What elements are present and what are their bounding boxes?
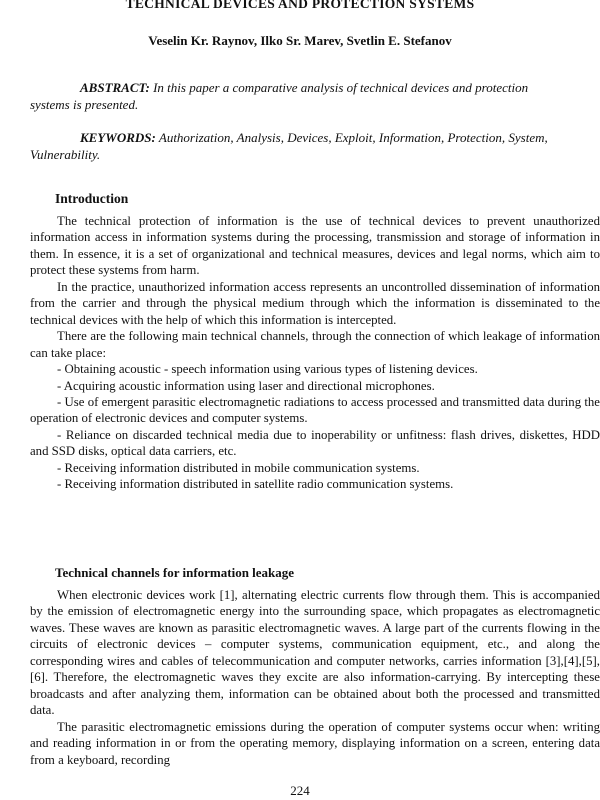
paragraph: In the practice, unauthorized information access represents an uncontrolled dissemination of information from the carrier and through the physical medium through which the information is disseminated to the technical devices with the help of which this information is intercepted. (30, 279, 600, 327)
list-item: - Receiving information distributed in mobile communication systems. (57, 460, 420, 475)
section-heading-introduction: Introduction (55, 191, 129, 206)
abstract (30, 79, 570, 113)
list-item: - Reliance on discarded technical media due to inoperability or unfitness: flash drives, diskettes, HDD and SSD disks, optical data carriers, etc. (30, 427, 600, 459)
section-heading-channels: Technical channels for information leakage (55, 565, 295, 580)
paragraph: When electronic devices work [1], alternating electric currents flow through them. This is accompanied by the emission of electromagnetic energy into the surrounding space, which propagates as electromagnetic waves. These waves are known as parasitic electromagnetic waves. A large part of the currents flowing in the circuits of electronic devices – computer systems, communication equipment, etc., and along the corresponding wires and cables of telecommunication and computer networks, carries information [3],[4],[5],[6]. Therefore, the electromagnetic waves they excite are also information-carrying. By intercepting these broadcasts and after analyzing them, information can be obtained about both the processed and transmitted data. (30, 588, 600, 718)
paragraph: There are the following main technical channels, through the connection of which leakage of information can take place: (30, 329, 600, 360)
paragraph: The technical protection of information is the use of technical devices to prevent unauthorized information access in information systems during the processing, transmission and storage of information in them. In essence, it is a set of organizational and technical measures, devices and legal norms, which aim to protect these systems from harm. (30, 214, 600, 278)
list-item: - Use of emergent parasitic electromagnetic radiations to access processed and transmitted data during the operation of electronic devices and computer systems. (30, 394, 600, 426)
keywords-label: KEYWORDS: (80, 130, 156, 145)
paper-authors: Veselin Kr. Raynov, Ilko Sr. Marev, Svetlin E. Stefanov (148, 33, 452, 48)
paragraph: The parasitic electromagnetic emissions during the operation of computer systems occur when: writing and reading information in or from the operating memory, displaying information on a screen, entering data from a keyboard, recording (30, 719, 600, 767)
page-number: 224 (290, 783, 310, 798)
list-item: - Receiving information distributed in satellite radio communication systems. (57, 477, 454, 492)
list-item: - Acquiring acoustic information using laser and directional microphones. (57, 378, 435, 393)
list-item: - Obtaining acoustic - speech information using various types of listening devices. (57, 362, 478, 377)
introduction-body (30, 213, 600, 493)
abstract-text: In this paper a comparative analysis of technical devices and protection systems is presented. (30, 80, 529, 112)
channels-body (30, 587, 600, 768)
keywords (30, 129, 570, 163)
abstract-label: ABSTRACT: (80, 80, 150, 95)
keywords-text: Authorization, Analysis, Devices, Exploit, Information, Protection, System, Vulnerability. (30, 130, 548, 162)
paper-title: TECHNICAL DEVICES AND PROTECTION SYSTEMS (125, 0, 475, 11)
